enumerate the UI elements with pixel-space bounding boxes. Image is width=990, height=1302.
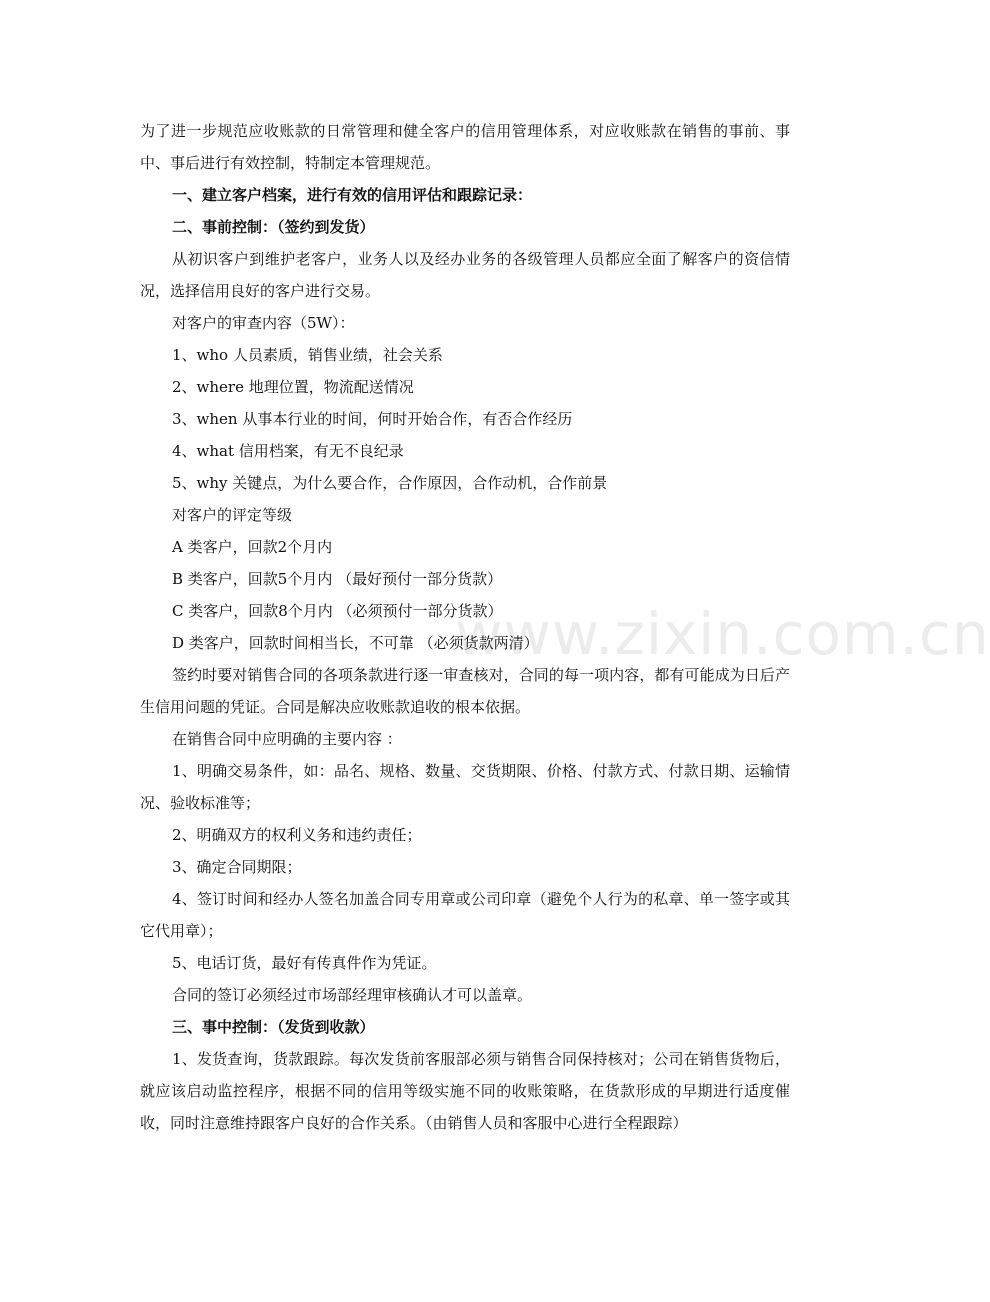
- contract-note: 合同的签订必须经过市场部经理审核确认才可以盖章。: [172, 986, 533, 1004]
- s3-paragraph: 1、发货查询，货款跟踪。每次发货前客服部必须与销售合同保持核对；公司在销售货物后，就应该启动监控程序，根据不同的信用等级实施不同的收账策略，在货款形成的早期进行适度催收，同时注意维持跟客户良好的合作关系。（由销售人员和客服中心进行全程跟踪）: [140, 1050, 790, 1132]
- contract-title: 在销售合同中应明确的主要内容 ：: [172, 730, 402, 748]
- section1-heading: 一、建立客户档案，进行有效的信用评估和跟踪记录：: [172, 186, 533, 204]
- s2-paragraph: 从初识客户到维护老客户，业务人以及经办业务的各级管理人员都应全面了解客户的资信情况，选择信用良好的客户进行交易。: [140, 250, 790, 300]
- review-title: 对客户的审查内容（5W）：: [172, 314, 355, 332]
- review-item: 2、where 地理位置，物流配送情况: [172, 378, 414, 396]
- rating-title: 对客户的评定等级: [172, 506, 293, 524]
- intro-paragraph: 为了进一步规范应收账款的日常管理和健全客户的信用管理体系，对应收账款在销售的事前、事中、事后进行有效控制，特制定本管理规范。: [140, 122, 790, 172]
- rating-item: B 类客户，回款5个月内 （最好预付一部分货款）: [172, 570, 503, 588]
- review-item: 5、why 关键点，为什么要合作，合作原因，合作动机，合作前景: [172, 474, 608, 492]
- contract-item: 2、明确双方的权利义务和违约责任；: [172, 826, 422, 844]
- rating-item: A 类客户，回款2个月内: [172, 538, 333, 556]
- document-body: [140, 115, 790, 1139]
- contract-item: 4、签订时间和经办人签名加盖合同专用章或公司印章（避免个人行为的私章、单一签字或其它代用章）；: [140, 890, 790, 940]
- watermark: www.zixin.com.cn: [455, 600, 990, 668]
- contract-item: 3、确定合同期限；: [172, 858, 302, 876]
- contract-item: 5、电话订货，最好有传真件作为凭证。: [172, 954, 437, 972]
- section3-heading: 三、事中控制：（发货到收款）: [172, 1018, 375, 1036]
- rating-item: D 类客户，回款时间相当长，不可靠 （必须货款两清）: [172, 634, 539, 652]
- section2-heading: 二、事前控制：（签约到发货）: [172, 218, 375, 236]
- review-item: 1、who 人员素质，销售业绩，社会关系: [172, 346, 443, 364]
- rating-item: C 类客户，回款8个月内 （必须预付一部分货款）: [172, 602, 503, 620]
- contract-paragraph: 签约时要对销售合同的各项条款进行逐一审查核对，合同的每一项内容，都有可能成为日后产生信用问题的凭证。合同是解决应收账款追收的根本依据。: [140, 666, 790, 716]
- review-item: 4、what 信用档案，有无不良纪录: [172, 442, 404, 460]
- review-item: 3、when 从事本行业的时间，何时开始合作，有否合作经历: [172, 410, 573, 428]
- contract-item: 1、明确交易条件，如：品名、规格、数量、交货期限、价格、付款方式、付款日期、运输情况、验收标准等；: [140, 762, 790, 812]
